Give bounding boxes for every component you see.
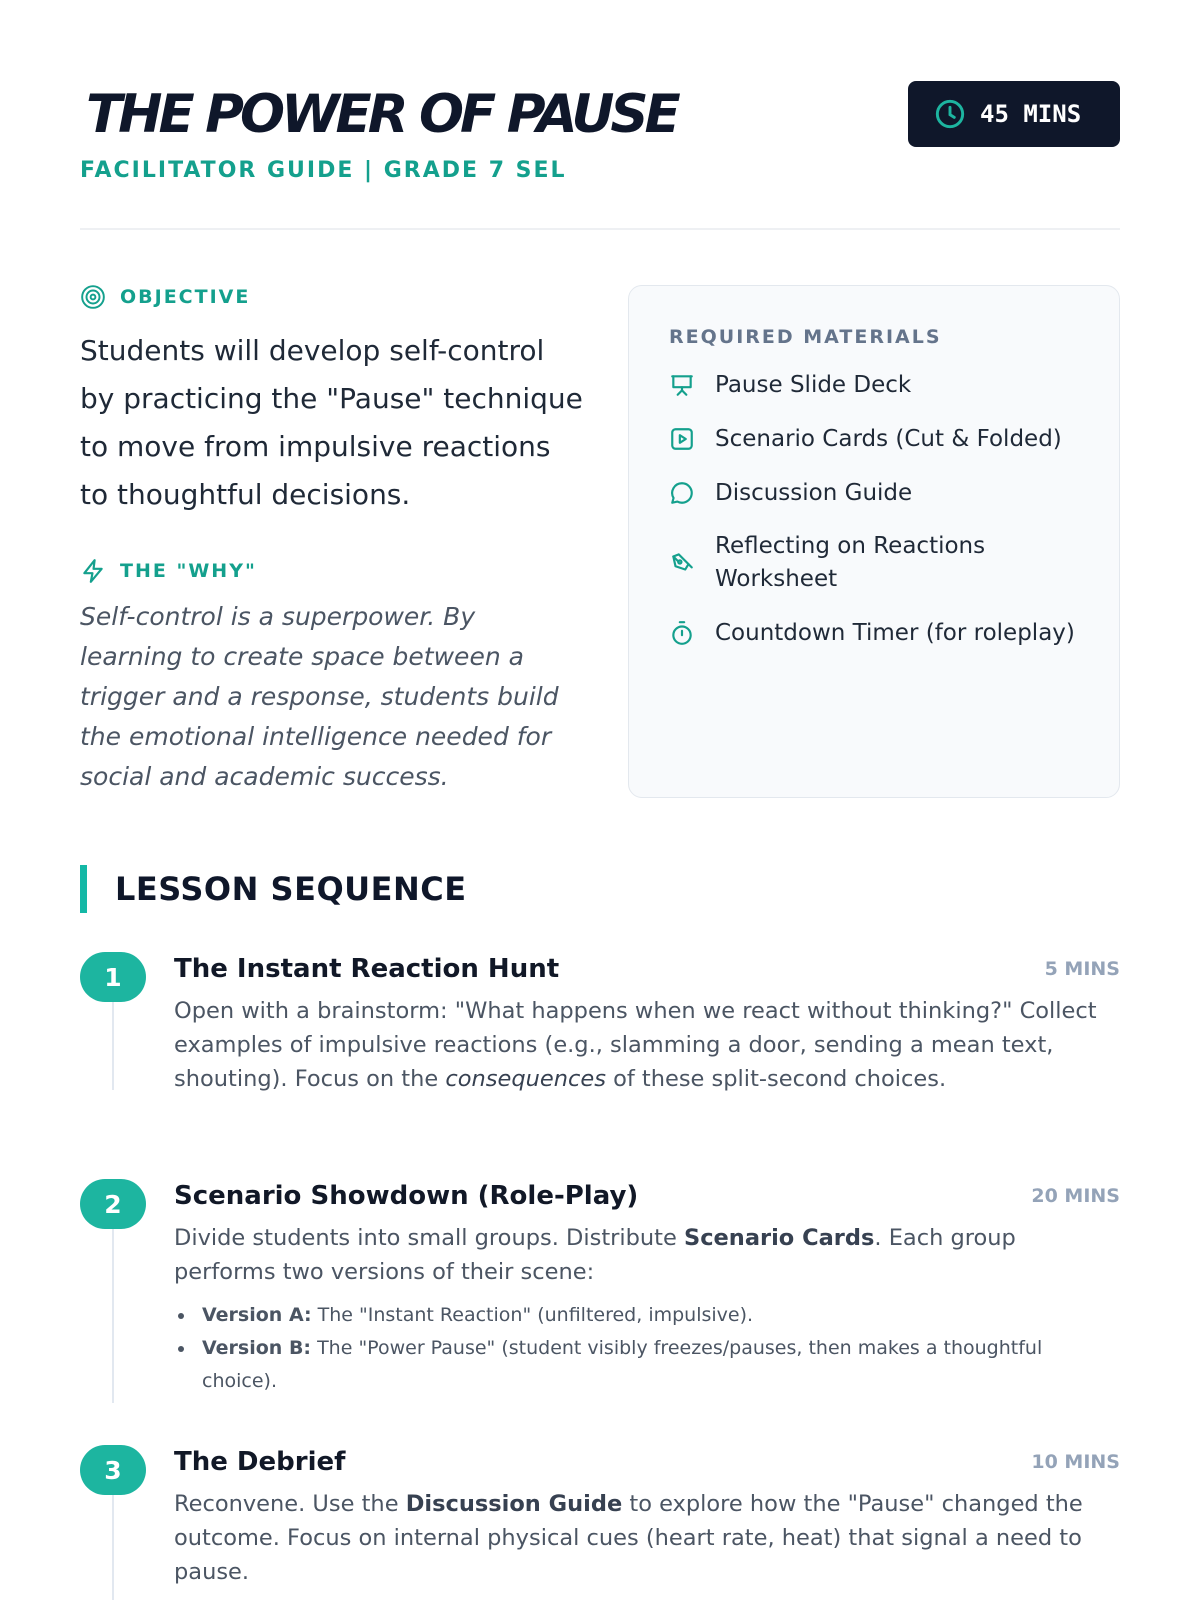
material-item [669, 530, 1089, 596]
duration-label: 45 MINS [980, 100, 1082, 128]
timeline-line [112, 990, 114, 1090]
step-description-text: of these split-second choices. [605, 1066, 947, 1092]
lesson-step [80, 952, 1120, 1142]
version-item [174, 1299, 1120, 1332]
duration-badge [908, 81, 1120, 147]
step-body [174, 1179, 1120, 1398]
step-body [174, 952, 1120, 1096]
step-description-text: to explore how the "Pause" changed the outcome. Focus on internal physical cues (heart rate, heat) that signal a need to pause. [174, 1491, 1083, 1585]
lesson-step [80, 1445, 1120, 1600]
materials-card [628, 285, 1120, 798]
step-description [174, 994, 1120, 1096]
step-title: The Instant Reaction Hunt [174, 954, 560, 984]
step-duration: 20 MINS [1031, 1185, 1120, 1207]
step-description-emphasis: consequences [445, 1066, 606, 1092]
intro-column [80, 283, 585, 797]
page-subtitle: FACILITATOR GUIDE | GRADE 7 SEL [80, 158, 567, 183]
presentation-icon [669, 372, 695, 398]
step-title: The Debrief [174, 1447, 346, 1477]
version-label: Version A: [202, 1304, 312, 1326]
material-label: Discussion Guide [715, 479, 913, 506]
material-label: Scenario Cards (Cut & Folded) [715, 425, 1062, 452]
step-duration: 10 MINS [1031, 1451, 1120, 1473]
materials-list [669, 368, 1089, 650]
step-description [174, 1487, 1120, 1589]
version-text: The "Power Pause" (student visibly freezes/pauses, then makes a thoughtful choice). [202, 1337, 1043, 1392]
step-description-text: Reconvene. Use the [174, 1491, 406, 1517]
material-label: Countdown Timer (for roleplay) [715, 619, 1075, 646]
material-item [669, 476, 1089, 510]
lightning-icon [80, 558, 106, 584]
timeline-line [112, 1217, 114, 1403]
materials-heading: REQUIRED MATERIALS [669, 326, 942, 348]
why-label-text: THE "WHY" [120, 560, 257, 582]
step-description-text: Open with a brainstorm: "What happens when we react without thinking?" Collect examples of impulsive reactions (e.g., slamming a door, sending a mean text, shouting). Focus on the [174, 998, 1097, 1092]
version-label: Version B: [202, 1337, 312, 1359]
step-title: Scenario Showdown (Role-Play) [174, 1181, 639, 1211]
step-description-bold: Discussion Guide [405, 1491, 623, 1517]
material-item [669, 422, 1089, 456]
step-description-text: Divide students into small groups. Distribute [174, 1225, 684, 1251]
pen-icon [669, 550, 695, 576]
why-label [80, 557, 585, 585]
chat-bubble-icon [669, 480, 695, 506]
step-number: 1 [80, 952, 146, 1002]
sequence-heading: LESSON SEQUENCE [80, 865, 467, 913]
page-title: THE POWER OF PAUSE [86, 84, 677, 145]
step-body [174, 1445, 1120, 1589]
lesson-step [80, 1179, 1120, 1409]
step-number: 2 [80, 1179, 146, 1229]
step-number: 3 [80, 1445, 146, 1495]
version-item [174, 1332, 1120, 1398]
clock-icon [934, 98, 966, 130]
step-description-bold: Scenario Cards [684, 1225, 875, 1251]
objective-label [80, 283, 585, 311]
timeline-line [112, 1483, 114, 1600]
step-duration: 5 MINS [1044, 958, 1120, 980]
version-list [174, 1299, 1120, 1398]
material-label: Reflecting on Reactions Worksheet [715, 533, 986, 592]
why-text: Self-control is a superpower. By learning to create space between a trigger and a response, students build the emotional intelligence needed for social and academic success. [80, 602, 559, 791]
target-icon [80, 284, 106, 310]
step-description-text: . Each group performs two versions of their scene: [174, 1225, 1016, 1285]
timer-icon [669, 620, 695, 646]
material-item [669, 368, 1089, 402]
version-text: The "Instant Reaction" (unfiltered, impulsive). [311, 1304, 754, 1326]
objective-text: Students will develop self-control by practicing the "Pause" technique to move from impulsive reactions to thoughtful decisions. [80, 334, 583, 511]
step-description [174, 1221, 1120, 1289]
play-card-icon [669, 426, 695, 452]
page-header [80, 80, 1120, 230]
material-label: Pause Slide Deck [715, 371, 912, 398]
material-item [669, 616, 1089, 650]
objective-label-text: OBJECTIVE [120, 286, 251, 308]
